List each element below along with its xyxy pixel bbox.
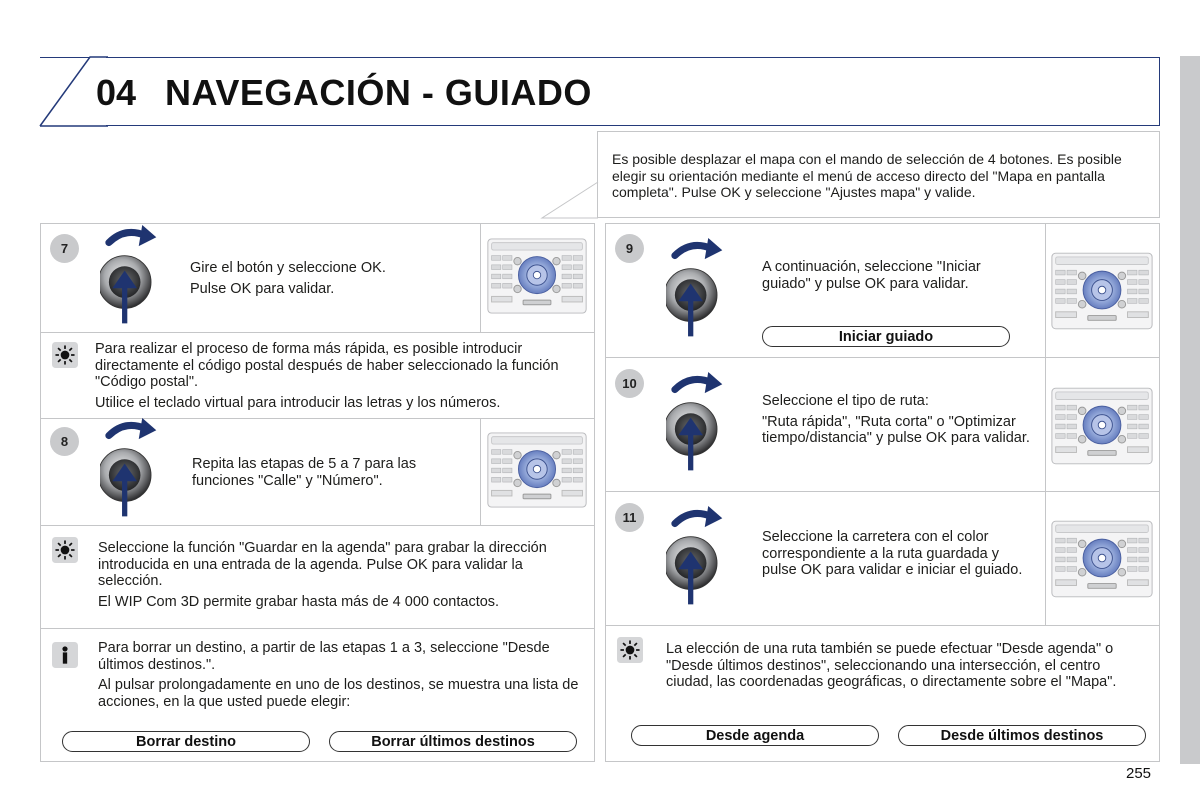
console-illustration-icon bbox=[1050, 519, 1154, 599]
tip-icon bbox=[52, 342, 78, 368]
intro-pointer bbox=[540, 180, 600, 220]
step-7-line-1: Gire el botón y seleccione OK. bbox=[190, 260, 386, 276]
step-10-line-1: Seleccione el tipo de ruta: bbox=[762, 393, 929, 409]
start-guidance-button[interactable]: Iniciar guiado bbox=[762, 326, 1010, 347]
intro-text: Es posible desplazar el mapa con el mando de selección de 4 botones. Es posible elegir su orientación mediante el menú de acceso directo del "Mapa en pantalla completa". Pulse OK y seleccione "Ajustes mapa" y valide. bbox=[612, 151, 1122, 200]
step-badge-8: 8 bbox=[50, 427, 79, 456]
step-badge-9: 9 bbox=[615, 234, 644, 263]
rotary-knob-icon bbox=[100, 225, 188, 326]
tip-1-paragraph-1: Para realizar el proceso de forma más rápida, es posible introducir directamente el código postal después de haber seleccionado la función "Código postal". bbox=[95, 341, 559, 390]
step-8-text: Repita las etapas de 5 a 7 para las funciones "Calle" y "Número". bbox=[192, 456, 417, 489]
console-illustration-icon bbox=[486, 431, 588, 509]
separator bbox=[40, 525, 595, 526]
step-badge-10: 10 bbox=[615, 369, 644, 398]
tip-icon bbox=[617, 637, 643, 663]
tip-2-text bbox=[98, 540, 585, 614]
separator bbox=[480, 223, 481, 332]
separator bbox=[480, 418, 481, 525]
chapter-number: 04 bbox=[96, 72, 137, 113]
separator bbox=[605, 491, 1160, 492]
tip-1-paragraph-2: Utilice el teclado virtual para introducir las letras y los números. bbox=[95, 394, 501, 411]
from-recent-destinations-button[interactable]: Desde últimos destinos bbox=[898, 725, 1146, 746]
console-illustration-icon bbox=[486, 237, 588, 315]
page-number: 255 bbox=[1126, 765, 1152, 782]
tip-icon bbox=[52, 537, 78, 563]
separator bbox=[40, 628, 595, 629]
tip-2-paragraph-2: El WIP Com 3D permite grabar hasta más de 4 000 contactos. bbox=[98, 593, 500, 610]
delete-destination-button[interactable]: Borrar destino bbox=[62, 731, 310, 752]
tip-1-text bbox=[95, 341, 585, 415]
rotary-knob-icon bbox=[666, 238, 754, 339]
info-icon bbox=[52, 642, 78, 668]
separator bbox=[605, 357, 1160, 358]
console-illustration-icon bbox=[1050, 386, 1154, 466]
from-agenda-button[interactable]: Desde agenda bbox=[631, 725, 879, 746]
separator bbox=[605, 625, 1160, 626]
step-badge-7: 7 bbox=[50, 234, 79, 263]
separator bbox=[1045, 223, 1046, 625]
step-badge-11: 11 bbox=[615, 503, 644, 532]
step-7-line-2: Pulse OK para validar. bbox=[190, 280, 335, 297]
chapter-side-tab bbox=[1180, 56, 1200, 764]
step-7-text bbox=[190, 260, 470, 301]
info-paragraph-1: Para borrar un destino, a partir de las etapas 1 a 3, seleccione "Desde últimos destinos.". bbox=[98, 640, 550, 673]
info-text bbox=[98, 640, 585, 714]
step-10-text bbox=[762, 393, 1032, 451]
tip-2-paragraph-1: Seleccione la función "Guardar en la agenda" para grabar la dirección introducida en una entrada de la agenda. Pulse OK para validar la selección. bbox=[98, 540, 547, 589]
rotary-knob-icon bbox=[100, 418, 188, 519]
info-paragraph-2: Al pulsar prolongadamente en uno de los destinos, se muestra una lista de acciones, en la que usted puede elegir: bbox=[98, 677, 579, 710]
rotary-knob-icon bbox=[666, 372, 754, 473]
step-11-text: Seleccione la carretera con el color correspondiente a la ruta guardada y pulse OK para validar e iniciar el guiado. bbox=[762, 529, 1023, 578]
delete-recent-destinations-button[interactable]: Borrar últimos destinos bbox=[329, 731, 577, 752]
rotary-knob-icon bbox=[666, 506, 754, 607]
step-9-text: A continuación, seleccione "Iniciar guiado" y pulse OK para validar. bbox=[762, 259, 981, 292]
step-10-line-2: "Ruta rápida", "Ruta corta" o "Optimizar tiempo/distancia" y pulse OK para validar. bbox=[762, 413, 1030, 446]
console-illustration-icon bbox=[1050, 251, 1154, 331]
separator bbox=[40, 332, 595, 333]
right-tip-text: La elección de una ruta también se puede efectuar "Desde agenda" o "Desde últimos destinos", seleccionando una intersección, el centro ciudad, las coordenadas geográficas, o directamente sobre el "Mapa". bbox=[666, 641, 1117, 690]
page-title: NAVEGACIÓN - GUIADO bbox=[165, 72, 592, 113]
